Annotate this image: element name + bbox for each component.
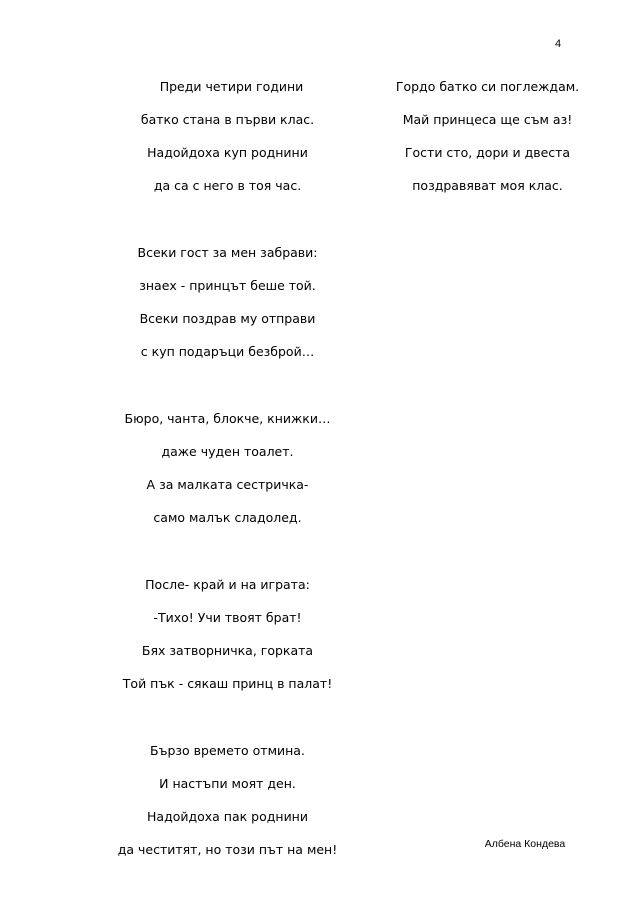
poem-line: поздравяват моя клас. <box>412 178 563 193</box>
stanza-6 <box>370 70 605 202</box>
poem-line: Надойдоха куп роднини <box>147 145 308 160</box>
poem-line: -Тихо! Учи твоят брат! <box>153 610 302 625</box>
poem-line: Всеки поздрав му отправи <box>139 311 316 326</box>
poem-line: Бързо времето отмина. <box>150 743 305 758</box>
poem-right-column <box>370 70 605 202</box>
stanza-1 <box>110 70 345 202</box>
poem-line: само малък сладолед. <box>153 510 302 525</box>
poem-line: Той пък - сякаш принц в палат! <box>122 676 333 691</box>
stanza-4 <box>110 568 345 700</box>
poem-line: И настъпи моят ден. <box>159 776 296 791</box>
poem-line: После- край и на играта: <box>145 577 310 592</box>
poem-line: А за малката сестричка- <box>146 477 309 492</box>
poem-line: Надойдоха пак роднини <box>147 809 308 824</box>
poem-line: да са с него в тоя час. <box>153 178 302 193</box>
poem-line: Преди четири години <box>159 79 304 94</box>
poem-line: знаех - принцът беше той. <box>139 278 316 293</box>
poem-line: Гордо батко си поглеждам. <box>395 79 580 94</box>
poem-line: батко стана в първи клас. <box>140 112 315 127</box>
poem-line: Гости сто, дори и двеста <box>404 145 571 160</box>
poem-line: Всеки гост за мен забрави: <box>137 245 318 260</box>
page-number: 4 <box>554 38 562 50</box>
poem-line: Бях затворничка, горката <box>141 643 314 658</box>
poem-line: с куп подаръци безброй… <box>140 344 315 359</box>
author-name: Албена Кондева <box>484 838 566 850</box>
poem-line: Бюро, чанта, блокче, книжки… <box>124 411 331 426</box>
stanza-3 <box>110 402 345 534</box>
stanza-5 <box>110 734 345 866</box>
stanza-2 <box>110 236 345 368</box>
poem-line: да честитят, но този път на мен! <box>117 842 338 857</box>
poem-line: Май принцеса ще съм аз! <box>402 112 573 127</box>
poem-line: даже чуден тоалет. <box>161 444 294 459</box>
poem-left-column <box>110 70 345 866</box>
